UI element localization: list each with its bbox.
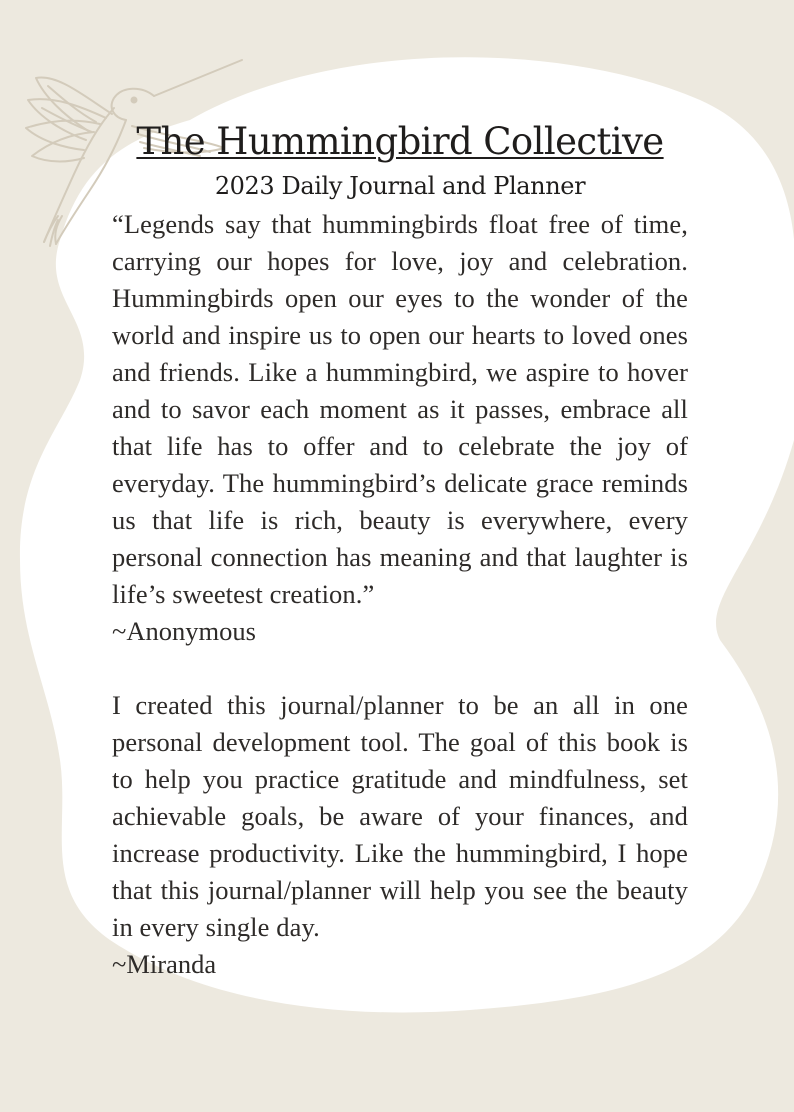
quote-text: “Legends say that hummingbirds float free of time, carrying our hopes for love, joy and celebration. Hummingbirds open our eyes to the wonder of the world and inspire us to open our hearts to loved ones and friends. Like a hummingbird, we aspire to hover and to savor each moment as it passes, embrace all that life has to offer and to celebrate the joy of everyday. The hummingbird’s delicate grace reminds us that life is rich, beauty is everywhere, every personal connection has meaning and that laughter is life’s sweetest creation.” (112, 209, 688, 609)
quote-attribution: ~Anonymous (112, 616, 256, 646)
page-subtitle: 2023 Daily Journal and Planner (214, 172, 586, 200)
page-content (112, 118, 688, 983)
author-note-text: I created this journal/planner to be an all in one personal development tool. The goal of this book is to help you practice gratitude and mindfulness, set achievable goals, be aware of your finances, and increase productivity. Like the hummingbird, I hope that this journal/planner will help you see the beauty in every single day. (112, 690, 688, 942)
section-spacer (112, 650, 688, 687)
author-signature: ~Miranda (112, 949, 217, 979)
page-title: The Hummingbird Collective (136, 120, 664, 163)
